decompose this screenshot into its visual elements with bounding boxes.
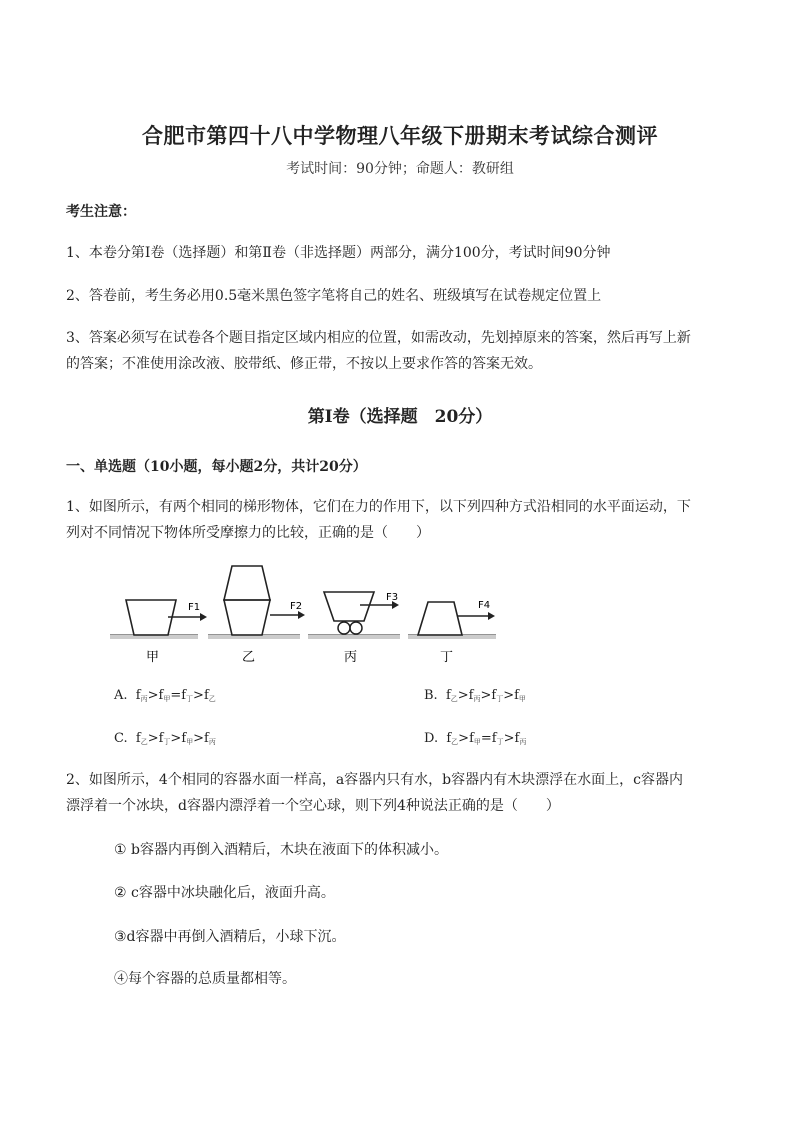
q2-statement-3: ③d容器中再倒入酒精后，小球下沉。 bbox=[114, 929, 346, 945]
q1-figure bbox=[108, 560, 498, 665]
fig-label-jia: 甲 bbox=[146, 650, 160, 665]
q2-statement-4: ④每个容器的总质量都相等。 bbox=[114, 971, 296, 987]
page-title: 合肥市第四十八中学物理八年级下册期末考试综合测评 bbox=[142, 123, 658, 148]
fig-label-yi: 乙 bbox=[242, 650, 256, 665]
q2-text-line2: 漂浮着一个冰块，d容器内漂浮着一个空心球，则下列4种说法正确的是（ ） bbox=[66, 798, 560, 814]
force-label-1: F1 bbox=[188, 602, 201, 613]
ground-hatch-3 bbox=[308, 635, 400, 639]
exam-info: 考试时间：90分钟；命题人：教研组 bbox=[286, 161, 514, 177]
force-label-3: F3 bbox=[386, 592, 399, 603]
roller-2 bbox=[350, 622, 362, 634]
note-item-3-cont: 的答案；不准使用涂改液、胶带纸、修正带，不按以上要求作答的答案无效。 bbox=[66, 356, 542, 372]
q2-statement-1: ① b容器内再倒入酒精后，木块在液面下的体积减小。 bbox=[114, 842, 448, 858]
force-label-2: F2 bbox=[290, 601, 303, 612]
q1-text-line1: 1、如图所示，有两个相同的梯形物体，它们在力的作用下，以下列四种方式沿相同的水平面运动，下 bbox=[66, 499, 691, 515]
q1-option-b[interactable]: B. $f_乙>f_丙>f_丁>f_甲$ bbox=[424, 688, 526, 703]
note-item-1: 1、本卷分第I卷（选择题）和第Ⅱ卷（非选择题）两部分，满分100分，考试时间90分钟 bbox=[66, 245, 611, 261]
object-ding bbox=[418, 602, 462, 635]
object-yi-top bbox=[224, 566, 270, 600]
section-title: 第I卷（选择题 20分） bbox=[307, 407, 493, 427]
q2-text-line1: 2、如图所示，4个相同的容器水面一样高，a容器内只有水，b容器内有木块漂浮在水面上，c容器内 bbox=[66, 772, 683, 788]
force-label-4: F4 bbox=[478, 600, 491, 611]
fig-label-bing: 丙 bbox=[344, 650, 358, 665]
roller-1 bbox=[338, 622, 350, 634]
q1-option-c[interactable]: C. $f_乙>f_丁>f_甲>f_丙$ bbox=[114, 731, 216, 746]
object-bing bbox=[324, 592, 374, 621]
object-yi-bottom bbox=[224, 600, 270, 635]
note-item-3: 3、答案必须写在试卷各个题目指定区域内相应的位置，如需改动，先划掉原来的答案，然后再写上新 bbox=[66, 330, 691, 346]
note-item-2: 2、答卷前，考生务必用0.5毫米黑色签字笔将自己的姓名、班级填写在试卷规定位置上 bbox=[66, 288, 602, 304]
q1-text-line2: 列对不同情况下物体所受摩擦力的比较，正确的是（ ） bbox=[66, 525, 430, 541]
q2-statement-2: ② c容器中冰块融化后，液面升高。 bbox=[114, 885, 335, 901]
part-heading: 一、单选题（10小题，每小题2分，共计20分） bbox=[66, 459, 367, 475]
q1-option-a[interactable]: A. $f_丙>f_甲=f_丁>f_乙$ bbox=[114, 688, 216, 703]
q1-option-d[interactable]: D. $f_乙>f_甲=f_丁>f_丙$ bbox=[424, 731, 527, 746]
fig-label-ding: 丁 bbox=[440, 650, 454, 665]
notes-heading: 考生注意： bbox=[66, 204, 136, 220]
